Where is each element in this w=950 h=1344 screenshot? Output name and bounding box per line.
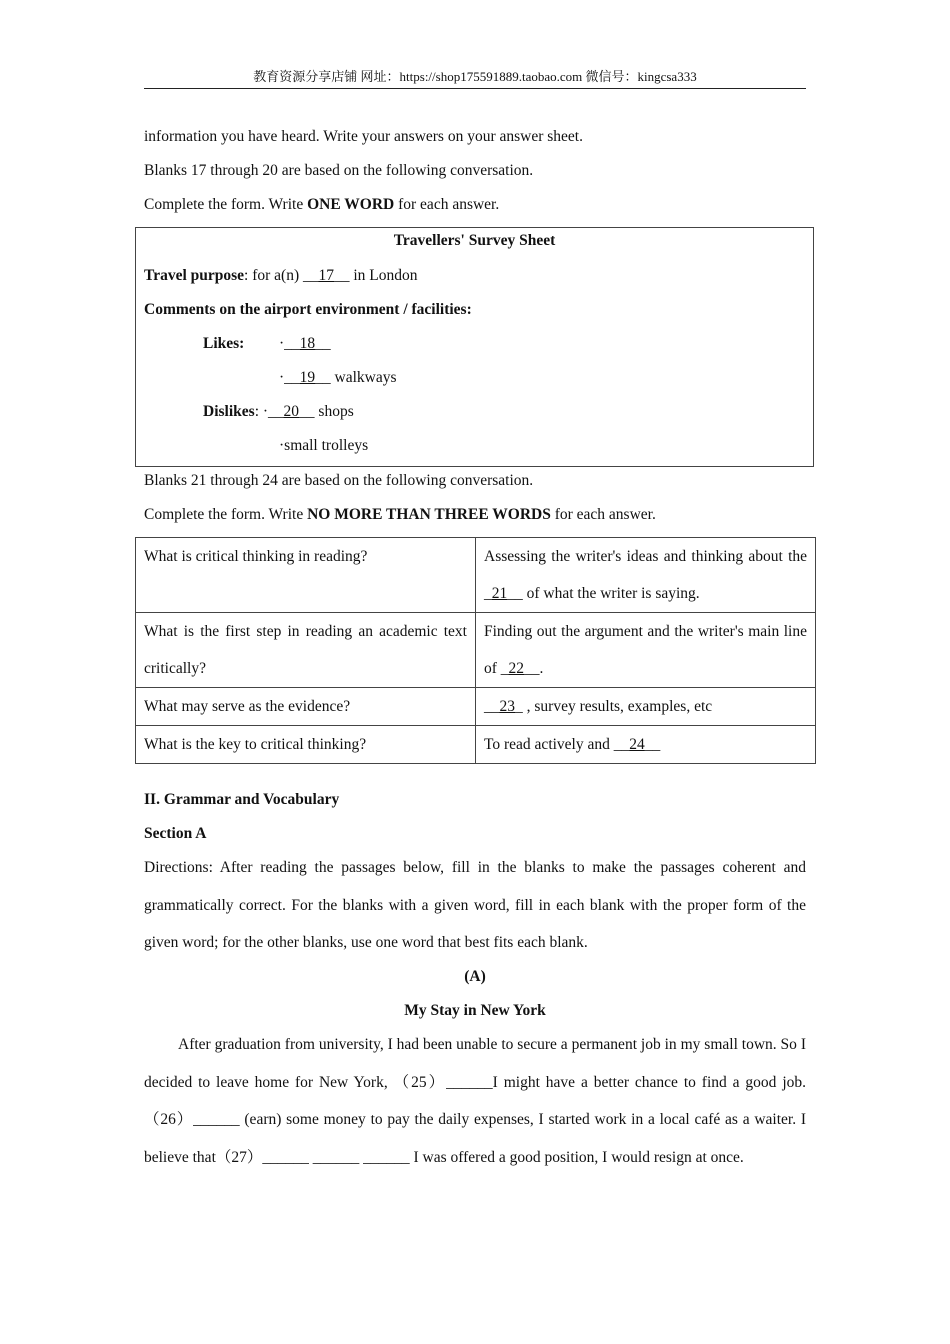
directions-paragraph: Directions: After reading the passages below, fill in the blanks to make the passages coherent and grammatically correct. For the blanks with a given word, fill in each blank with the proper form of the given word; for the other blanks, use one word that best fits each blank.: [144, 859, 806, 951]
like-item: ·__19__ walkways: [279, 369, 397, 386]
question-cell: What is the key to critical thinking?: [136, 726, 476, 764]
section-subheading: Section A: [144, 825, 207, 842]
intro-line: Blanks 17 through 20 are based on the following conversation.: [144, 162, 534, 179]
blank-20: 20: [283, 403, 300, 420]
blank-17: 17: [318, 267, 334, 284]
question-cell: What may serve as the evidence?: [136, 688, 476, 726]
blank-22: 22: [508, 660, 525, 677]
like-item: ·__18__: [279, 335, 331, 352]
instruction-line: Complete the form. Write ONE WORD for each answer.: [144, 196, 500, 213]
passage-label: (A): [464, 968, 486, 985]
part2-line: Blanks 21 through 24 are based on the following conversation.: [144, 472, 534, 489]
intro-line: information you have heard. Write your answers on your answer sheet.: [144, 128, 583, 145]
survey-sheet-box: [135, 227, 814, 467]
dislikes-row: Dislikes: ·__20__ shops: [203, 403, 354, 420]
section-heading: II. Grammar and Vocabulary: [144, 791, 340, 808]
instruction-line: Complete the form. Write NO MORE THAN THREE WORDS for each answer.: [144, 506, 656, 523]
survey-purpose: Travel purpose: for a(n) __17__ in London: [144, 267, 418, 284]
blank-21: 21: [491, 585, 508, 602]
survey-comments: Comments on the airport environment / facilities:: [144, 301, 472, 318]
table-row: [136, 538, 816, 613]
question-cell: What is the first step in reading an academic text critically?: [136, 613, 476, 688]
likes-label: Likes:: [203, 335, 245, 352]
answer-cell: Assessing the writer's ideas and thinking about the _21__ of what the writer is saying.: [476, 538, 816, 613]
critical-thinking-table: [135, 537, 816, 764]
blank-24: 24: [629, 736, 645, 753]
dislike-item: ·small trolleys: [279, 437, 369, 454]
table-row: [136, 726, 816, 764]
passage-paragraph: After graduation from university, I had been unable to secure a permanent job in my small town. So I decided to leave home for New York, （25）______I might have a better chance to find a good job. （26）______ (earn) some money to pay the daily expenses, I started work in a local café as a waiter. I believe that（27）______ ______ ______ I was offered a good position, I would resign at once.: [144, 1036, 806, 1166]
passage-title: My Stay in New York: [404, 1002, 546, 1019]
question-cell: What is critical thinking in reading?: [136, 538, 476, 613]
blank-18: 18: [299, 335, 316, 352]
answer-cell: __23_ , survey results, examples, etc: [476, 688, 816, 726]
answer-cell: To read actively and __24__: [476, 726, 816, 764]
page-header: 教育资源分享店铺 网址：https://shop175591889.taobao.com 微信号：kingcsa333: [144, 66, 806, 89]
survey-title: Travellers' Survey Sheet: [393, 232, 556, 249]
table-row: [136, 613, 816, 688]
answer-cell: Finding out the argument and the writer's main line of _22__.: [476, 613, 816, 688]
blank-19: 19: [299, 369, 316, 386]
blank-23: 23: [499, 698, 515, 715]
table-row: [136, 688, 816, 726]
